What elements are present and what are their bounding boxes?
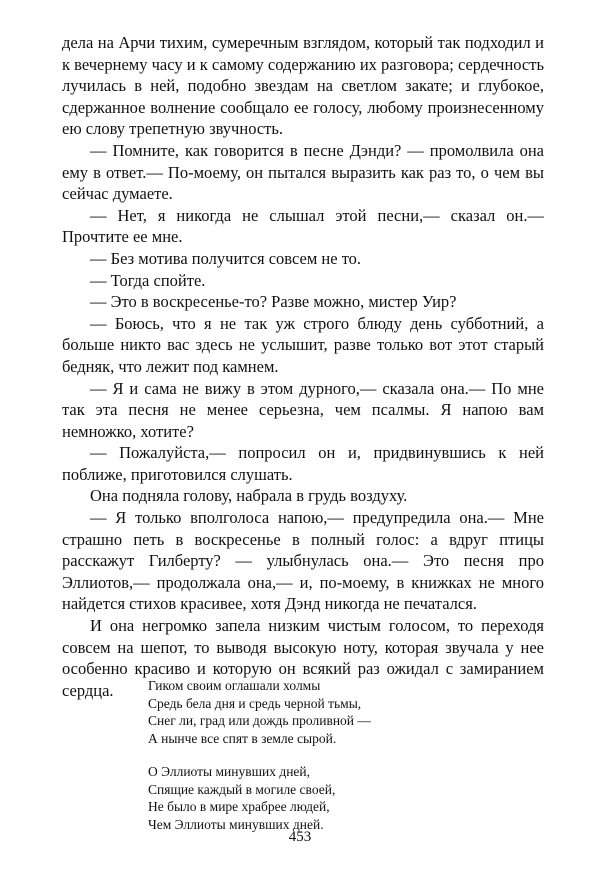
paragraph-11: — Я только вполголоса напою,— предупредила она.— Мне страшно петь в воскресенье в полный голос: а вдруг птицы расскажут Гилберту? — улыбнулась она.— Это песня про Эллиотов,— продолжала она,— и, по-моему, в книжках не много найдется стихов красивее, хотя Дэнд никогда не печатался. [62,508,544,614]
paragraph-5: — Тогда спойте. [90,270,206,290]
paragraph-1: дела на Арчи тихим, сумеречным взглядом, который так подходил и к вечернему часу и к самому содержанию их разговора; сердечность лучилась в ней, подобно звездам на светлом закате; и глубокое, сдержанное волнение сообщало ее голосу, любому произнесенному ею слову трепетную звучность. [62,33,544,139]
poem-line: Снег ли, град или дождь проливной — [148,713,371,729]
paragraph-2: — Помните, как говорится в песне Дэнди? — промолвила она ему в ответ.— По-моему, он пытался выразить как раз то, о чем вы сейчас думаете. [62,140,544,204]
poem-line: Чем Эллиоты минувших дней. [148,816,324,832]
poem-line: Спящие каждый в могиле своей, [148,781,336,797]
prose-body [62,32,544,701]
paragraph-4: — Без мотива получится совсем не то. [90,248,362,268]
poem-line: Гиком своим оглашали холмы [148,678,321,693]
paragraph-9: — Пожалуйста,— попросил он и, придвинувшись к ней поближе, приготовился слушать. [62,443,544,484]
paragraph-3: — Нет, я никогда не слышал этой песни,— сказал он.— Прочтите ее мне. [62,205,544,247]
poem-line: А нынче все спят в земле сырой. [148,730,337,746]
poem-line: Средь бела дня и средь черной тьмы, [148,695,362,711]
paragraph-6: — Это в воскресенье-то? Разве можно, мистер Уир? [90,292,457,312]
poem-stanza-2 [148,763,468,833]
poem-line: О Эллиоты минувших дней, [148,764,311,779]
paragraph-12: И она негромко запела низким чистым голосом, то переходя совсем на шепот, то выводя высокую ноту, которая звучала у нее особенно красиво и которую он всякий раз ожидал с замиранием сердца. [62,616,544,700]
page-number: 453 [288,829,312,845]
poem-stanza-1 [148,677,468,747]
paragraph-8: — Я и сама не вижу в этом дурного,— сказала она.— По мне так эта песня не менее серьезна, чем псалмы. Я напою вам немножко, хотите? [62,378,544,441]
poem-line: Не было в мире храбрее людей, [148,799,330,815]
paragraph-7: — Боюсь, что я не так уж строго блюду день субботний, а больше никто вас здесь не услышит, разве только вот этот старый бедняк, что лежит под камнем. [62,313,544,376]
paragraph-10: Она подняла голову, набрала в грудь воздуху. [90,486,408,506]
